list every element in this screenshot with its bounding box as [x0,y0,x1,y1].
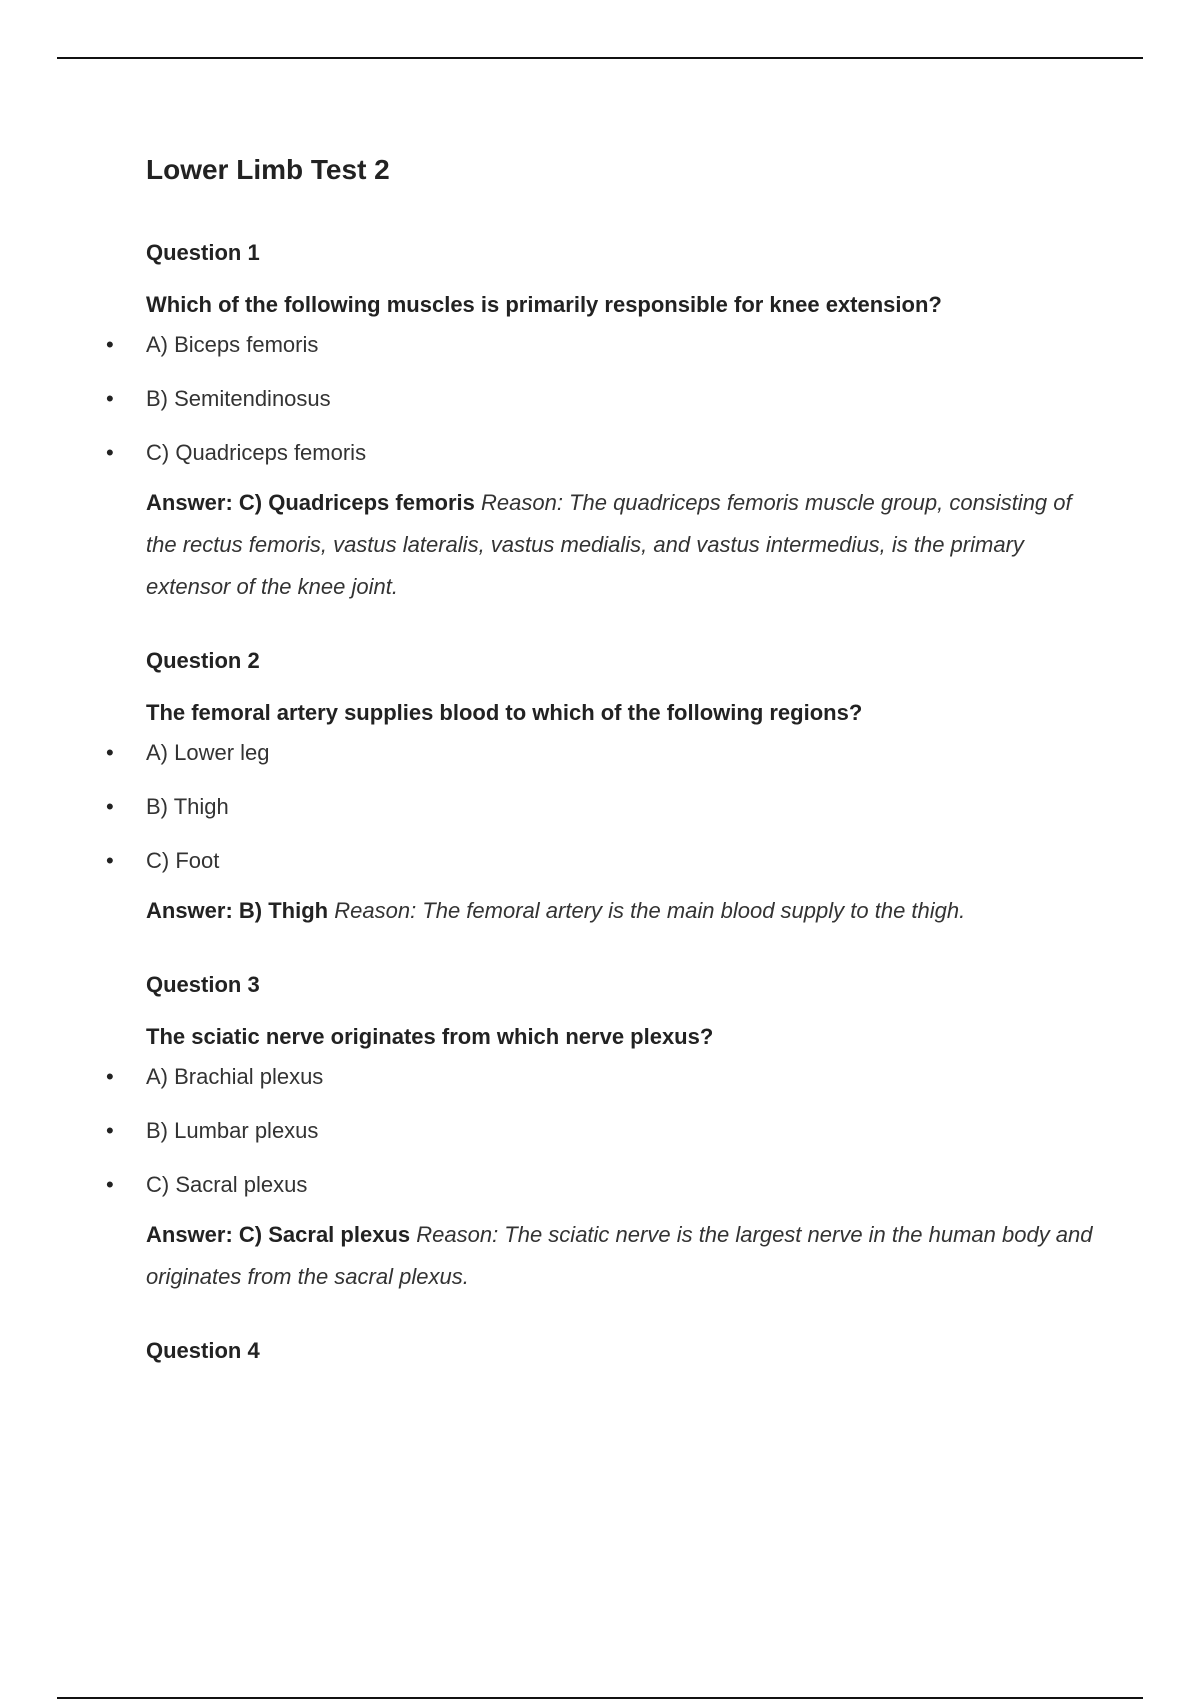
option-item [106,846,1096,876]
option-label: C) Quadriceps femoris [146,440,367,465]
option-label: B) Thigh [146,794,229,819]
option-item [106,1116,1096,1146]
option-label: B) Lumbar plexus [146,1118,319,1143]
bottom-divider [57,1697,1143,1699]
option-item [106,792,1096,822]
option-label: C) Sacral plexus [146,1172,308,1197]
bullet-icon: • [106,848,114,873]
answer-paragraph [146,482,1096,608]
option-label: B) Semitendinosus [146,386,331,411]
question-heading: Question 1 [146,240,260,265]
question-heading: Question 2 [146,648,260,673]
question-block-4 [146,1336,1096,1366]
option-item [106,330,1096,360]
option-label: A) Biceps femoris [146,332,319,357]
option-label: C) Foot [146,848,220,873]
top-divider [57,57,1143,59]
option-list [106,1062,1096,1200]
question-heading: Question 3 [146,972,260,997]
question-text: Which of the following muscles is primarily responsible for knee extension? [146,292,942,317]
bullet-icon: • [106,1172,114,1197]
answer-label: Answer: B) Thigh [146,898,329,923]
option-label: A) Brachial plexus [146,1064,324,1089]
bullet-icon: • [106,1064,114,1089]
answer-reason: Reason: The femoral artery is the main blood supply to the thigh. [334,898,966,923]
bullet-icon: • [106,386,114,411]
option-item [106,384,1096,414]
bullet-icon: • [106,332,114,357]
question-block-1 [106,238,1096,608]
bullet-icon: • [106,740,114,765]
question-heading: Question 4 [146,1338,260,1363]
answer-paragraph [146,890,1096,932]
answer-label: Answer: C) Quadriceps femoris [146,490,475,515]
document-title: Lower Limb Test 2 [146,154,390,185]
bullet-icon: • [106,794,114,819]
option-label: A) Lower leg [146,740,270,765]
bullet-icon: • [106,1118,114,1143]
option-list [106,330,1096,468]
option-item [106,1062,1096,1092]
answer-label: Answer: C) Sacral plexus [146,1222,411,1247]
answer-reason: Reason: The sciatic nerve is the largest nerve in the human body and originates from the sacral plexus. [146,1222,1093,1289]
option-item [106,738,1096,768]
document-content [106,150,1096,1404]
answer-reason: Reason: The quadriceps femoris muscle group, consisting of the rectus femoris, vastus lateralis, vastus medialis, and vastus intermedius, is the primary extensor of the knee joint. [146,490,1072,599]
option-list [106,738,1096,876]
option-item [106,438,1096,468]
bullet-icon: • [106,440,114,465]
question-block-3 [106,970,1096,1298]
answer-paragraph [146,1214,1096,1298]
question-block-2 [106,646,1096,932]
option-item [106,1170,1096,1200]
question-text: The femoral artery supplies blood to which of the following regions? [146,700,863,725]
question-text: The sciatic nerve originates from which nerve plexus? [146,1024,714,1049]
